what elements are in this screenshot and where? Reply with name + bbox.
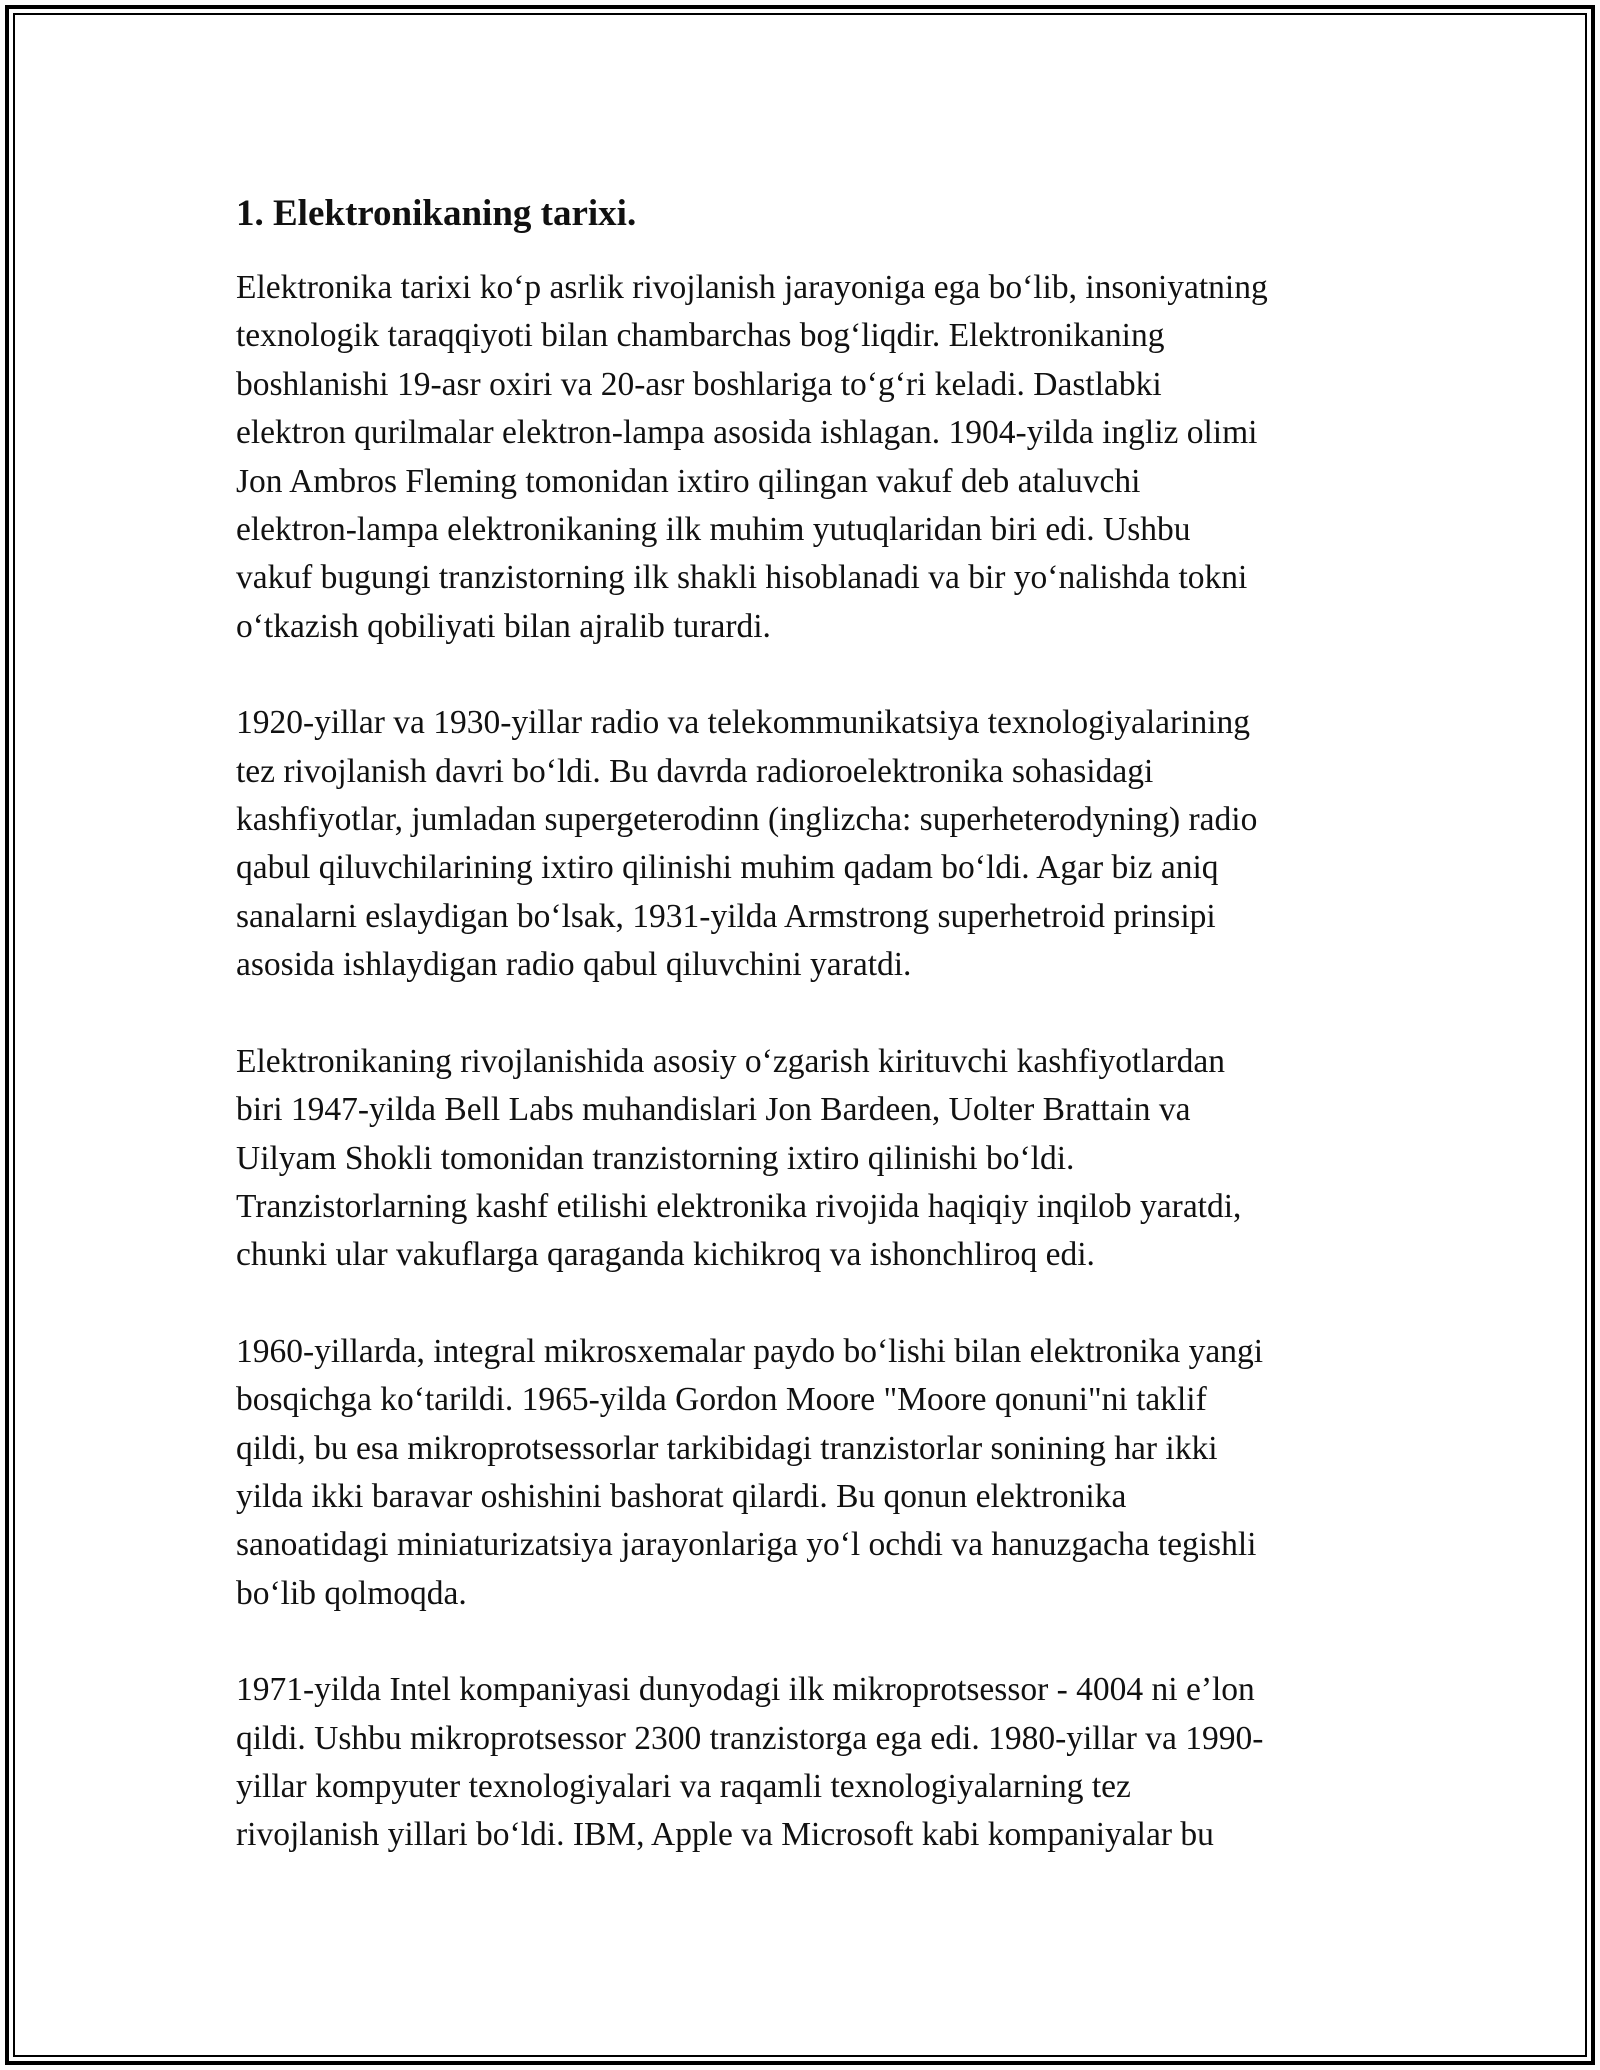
paragraph [236,264,1376,651]
paragraph-line: sanoatidagi miniaturizatsiya jarayonlariga yoʻl ochdi va hanuzgacha tegishli [236,1526,1257,1564]
paragraph-line: yilda ikki baravar oshishini bashorat qilardi. Bu qonun elektronika [236,1477,1127,1515]
paragraph-line: boshlanishi 19-asr oxiri va 20-asr boshlariga toʻgʻri keladi. Dastlabki [236,365,1162,403]
paragraph-line: tez rivojlanish davri boʻldi. Bu davrda radioroelektronika sohasidagi [236,752,1154,790]
paragraph-line: vakuf bugungi tranzistorning ilk shakli hisoblanadi va bir yoʻnalishda tokni [236,559,1248,597]
paragraph-line: boʻlib qolmoqda. [236,1574,467,1612]
paragraph-line: elektron qurilmalar elektron-lampa asosida ishlagan. 1904-yilda ingliz olimi [236,414,1258,452]
paragraph-line: yillar kompyuter texnologiyalari va raqamli texnologiyalarning tez [236,1767,1131,1805]
paragraph-line: qildi, bu esa mikroprotsessorlar tarkibidagi tranzistorlar sonining har ikki [236,1429,1218,1467]
paragraph-line: biri 1947-yilda Bell Labs muhandislari Jon Bardeen, Uolter Brattain va [236,1091,1191,1129]
document-body [236,190,1376,1908]
paragraph [236,699,1376,989]
paragraph-line: rivojlanish yillari boʻldi. IBM, Apple va Microsoft kabi kompaniyalar bu [236,1816,1214,1854]
section-heading: 1. Elektronikaning tarixi. [236,193,637,234]
paragraph-line: chunki ular vakuflarga qaraganda kichikroq va ishonchliroq edi. [236,1236,1095,1274]
paragraph-line: qabul qiluvchilarining ixtiro qilinishi muhim qadam boʻldi. Agar biz aniq [236,849,1219,887]
paragraph-line: elektron-lampa elektronikaning ilk muhim yutuqlaridan biri edi. Ushbu [236,511,1191,549]
paragraph-line: Tranzistorlarning kashf etilishi elektronika rivojida haqiqiy inqilob yaratdi, [236,1187,1242,1225]
paragraph-line: asosida ishlaydigan radio qabul qiluvchini yaratdi. [236,946,912,984]
paragraph-list [236,264,1376,1860]
paragraph-line: Jon Ambros Fleming tomonidan ixtiro qilingan vakuf deb ataluvchi [236,462,1141,500]
paragraph-line: 1971-yilda Intel kompaniyasi dunyodagi ilk mikroprotsessor - 4004 ni e’lon [236,1671,1255,1709]
paragraph-line: Elektronika tarixi koʻp asrlik rivojlanish jarayoniga ega boʻlib, insoniyatning [236,269,1268,306]
paragraph-line: qildi. Ushbu mikroprotsessor 2300 tranzistorga ega edi. 1980-yillar va 1990- [236,1719,1264,1757]
paragraph-line: sanalarni eslaydigan boʻlsak, 1931-yilda Armstrong superhetroid prinsipi [236,897,1216,935]
paragraph-line: Elektronikaning rivojlanishida asosiy oʻzgarish kirituvchi kashfiyotlardan [236,1042,1225,1080]
paragraph-line: 1920-yillar va 1930-yillar radio va telekommunikatsiya texnologiyalarining [236,704,1251,742]
paragraph-line: 1960-yillarda, integral mikrosxemalar paydo boʻlishi bilan elektronika yangi [236,1332,1264,1370]
paragraph-line: kashfiyotlar, jumladan supergeterodinn (inglizcha: superheterodyning) radio [236,801,1258,839]
paragraph [236,1666,1376,1860]
paragraph [236,1038,1376,1280]
paragraph-line: Uilyam Shokli tomonidan tranzistorning ixtiro qilinishi boʻldi. [236,1139,1075,1177]
paragraph [236,1328,1376,1618]
paragraph-line: oʻtkazish qobiliyati bilan ajralib turardi. [236,607,771,645]
paragraph-line: bosqichga koʻtarildi. 1965-yilda Gordon Moore "Moore qonuni"ni taklif [236,1381,1207,1419]
paragraph-line: texnologik taraqqiyoti bilan chambarchas bogʻliqdir. Elektronikaning [236,317,1165,355]
